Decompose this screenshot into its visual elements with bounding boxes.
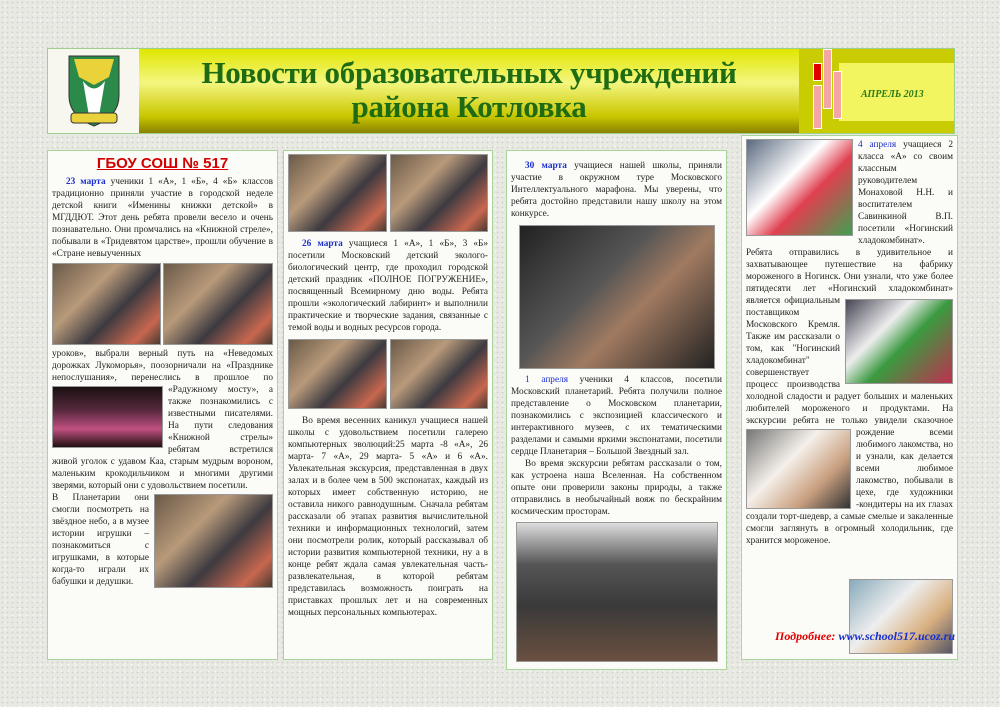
title-line-1: Новости образовательных учреждений: [201, 55, 737, 90]
issue-month: АПРЕЛЬ 2013: [861, 89, 924, 100]
planetarium-photo: [516, 522, 718, 662]
column-3: [506, 150, 727, 670]
toy-museum-photo: [154, 494, 273, 588]
column-2: [283, 150, 493, 660]
article-text: ученики 1 «А», 1 «Б», 4 «Б» классов традиционно приняли участие в городской неделе детской книги «Именины книжки детской» в МГДДЮТ. Этот день ребята провели весело и очень познавательно. Они промчались на «Книжной стреле», побывали в «Тридевятом царстве», прошли обучение в «Стране невыученных: [52, 177, 274, 259]
more-info-link[interactable]: [775, 629, 955, 644]
article-text: учащиеся нашей школы, приняли участие в окружном туре Московского Интеллектуального марафона. Мы уверены, что ребята достойно представили нашу школу на этом конкурсе.: [511, 161, 722, 219]
column-school-517: [47, 150, 278, 660]
article-date: 1 апреля: [525, 375, 568, 385]
article-text: учащиеся 2 класса «А» со своим классным руководителем Монаховой Н.Н. и воспитателем Савинкиной В.П. посетили «Ногинский хладокомбинат». Ребята отправились в удивительное и захватывающее путешествие на фабрику мороженого в Ногинск. Они узнали, что уже более пятидесяти лет «Ногинский хладокомбинат» является официальным поставщиком Московского Кремля. Также им рассказали о том, как "Ногинский хладокомбинат" совершенствует процесс производства холодной сладости и радует больших и маленьких любителей мороженого и продуктами. На экскурсии ребята не только увидели сказочное рождение всеми любимого лакомства, но и узнали, как делается всеми любимое лакомство, побывали в цехе, где художники -кондитеры на их глазах создали торт-шедевр, а самые смелые и закаленные смогли заглянуть в огромный холодильник, где хранится мороженое.: [746, 140, 953, 546]
newsletter-title: [139, 49, 799, 133]
article-date: 4 апреля: [858, 140, 897, 150]
district-coat-of-arms-logo: [48, 49, 139, 133]
title-line-2: района Котловка: [351, 89, 587, 124]
stage-photo: [52, 386, 163, 448]
book-week-photo: [52, 263, 161, 345]
more-label: Подробнее:: [775, 629, 836, 643]
computer-gallery-photo: [288, 339, 387, 409]
snowman-photo: [746, 139, 853, 236]
intellectual-marathon-photo: [519, 225, 715, 369]
school-heading: ГБОУ СОШ № 517: [96, 155, 229, 172]
article-text: Во время экскурсии ребятам рассказали о том, как устроена наша Вселенная. На собственном опыте они проверили законы природы, а также отправились в необычайный вояж по бескрайним космическим просторам.: [511, 459, 722, 517]
article-text: уроков», выбрали верный путь на «Неведомых дорожках Лукоморья», поозорничали на «Празднике непослушания», перенеслись в прошлое по «Радужному мосту», а также познакомились с известными писателями. На пути следования «Книжной стрелы» ребятам встретился живой уголок с удавом Каа, старым мудрым вороном, маленьким крокодильчиком и многими другими зверями, который они с удовольствием посетили.: [52, 349, 273, 491]
eco-center-photo: [288, 154, 387, 232]
website-url[interactable]: www.school517.ucoz.ru: [835, 629, 956, 643]
article-date: 30 марта: [525, 161, 567, 171]
issue-date-box: [799, 49, 954, 133]
column-4: [741, 135, 958, 660]
book-week-photo: [163, 263, 273, 345]
article-text: ученики 4 классов, посетили Московский планетарий. Ребята получили полное представление о Московском планетарии, познакомились с экспозицией классического и интерактивного музеев, с их тематическими разделами и самыми яркими экспонатами, посетили сердце Планетария – Большой Звездный зал.: [511, 375, 722, 457]
factory-photo: [746, 429, 851, 509]
newsletter-header: [47, 48, 955, 134]
article-date: 26 марта: [302, 239, 343, 249]
group-snowman-photo: [845, 299, 953, 384]
eco-center-photo: [390, 154, 489, 232]
article-text: В Планетарии они смогли посмотреть на звёздное небо, а в музее истории игрушки – познакомиться с игрушками, в которые когда-то играли их бабушки и дедушки.: [52, 493, 149, 587]
article-text: учащиеся 1 «А», 1 «Б», 3 «Б» посетили Московский детский эколого-биологический центр, где проходил городской детский праздник «ПОЛНОЕ ПОГРУЖЕНИЕ», посвященный Всемирному дню воды. Ребята прошли «экологический лабиринт» и выполнили практические и творческие задания, связанные с темой воды и водных ресурсов города.: [288, 239, 488, 333]
article-date: 23 марта: [66, 177, 106, 187]
computer-gallery-photo: [390, 339, 489, 409]
article-text: Во время весенних каникул учащиеся нашей школы с удовольствием посетили галерею компьютерных эволюций:25 марта -8 «А», 26 марта- 7 «А», 29 марта- 5 «А» и 6 «А». Увлекательная экскурсия, представленная в двух залах и в более чем в 500 экспонатах, каждый из которых имеет собственную историю, не оставила никого равнодушным. Сначала ребятам рассказали об этапах развития вычислительной техники и информационных технологий, затем они посмотрели ролик, который рассказывал об истории развития компьютерной техники, ну а в конце ребят ждала самая увлекательная часть-развлекательная, в которой ребятам представилась возможность поиграть на приставках прошлых лет и на современных мощных персональных компьютерах.: [288, 416, 488, 618]
